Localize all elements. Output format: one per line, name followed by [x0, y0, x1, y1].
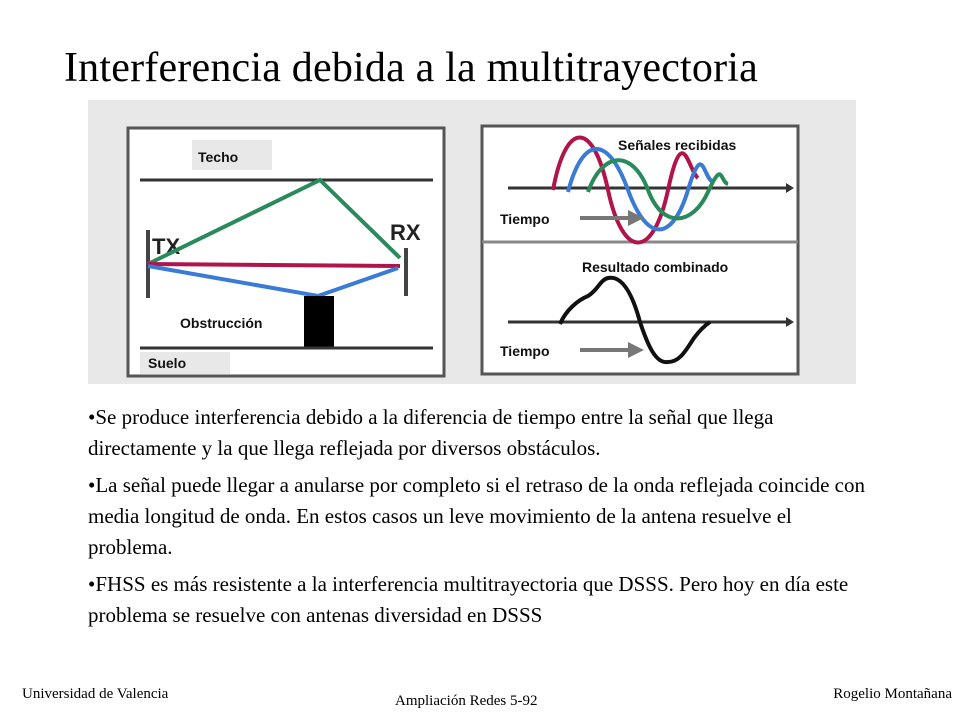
slide-title: Interferencia debida a la multitrayectoria [64, 45, 759, 91]
footer-author: Rogelio Montañana [833, 686, 952, 702]
footer-institution: Universidad de Valencia [22, 686, 169, 702]
bullet-list [88, 402, 868, 637]
rx-label: RX [390, 220, 421, 245]
signals-panel [482, 126, 798, 374]
tx-label: TX [152, 234, 181, 259]
received-signals-title: Señales recibidas [618, 137, 737, 153]
bullet-item: • Se produce interferencia debido a la diferencia de tiempo entre la señal que llega directamente y la que llega reflejada por diversos obstáculos. [88, 402, 868, 464]
direct-path [148, 264, 400, 266]
received-time-label: Tiempo [500, 211, 550, 227]
floor-label: Suelo [148, 355, 187, 371]
combined-result-title: Resultado combinado [582, 259, 729, 275]
propagation-panel [128, 128, 444, 376]
combined-time-label: Tiempo [500, 343, 550, 359]
multipath-diagram [88, 100, 856, 384]
multipath-figure [88, 100, 856, 384]
footer-course: Ampliación Redes 5-92 [395, 693, 538, 709]
bullet-item: • FHSS es más resistente a la interferencia multitrayectoria que DSSS. Pero hoy en día este problema se resuelve con antenas diversidad en DSSS [88, 569, 868, 631]
obstruction-block [304, 296, 334, 348]
ceiling-label: Techo [198, 149, 239, 165]
signals-panel-frame [482, 126, 798, 374]
obstruction-label: Obstrucción [180, 315, 263, 331]
bullet-item: • La señal puede llegar a anularse por completo si el retraso de la onda reflejada coincide con media longitud de onda. En estos casos un leve movimiento de la antena resuelve el problema. [88, 470, 868, 563]
